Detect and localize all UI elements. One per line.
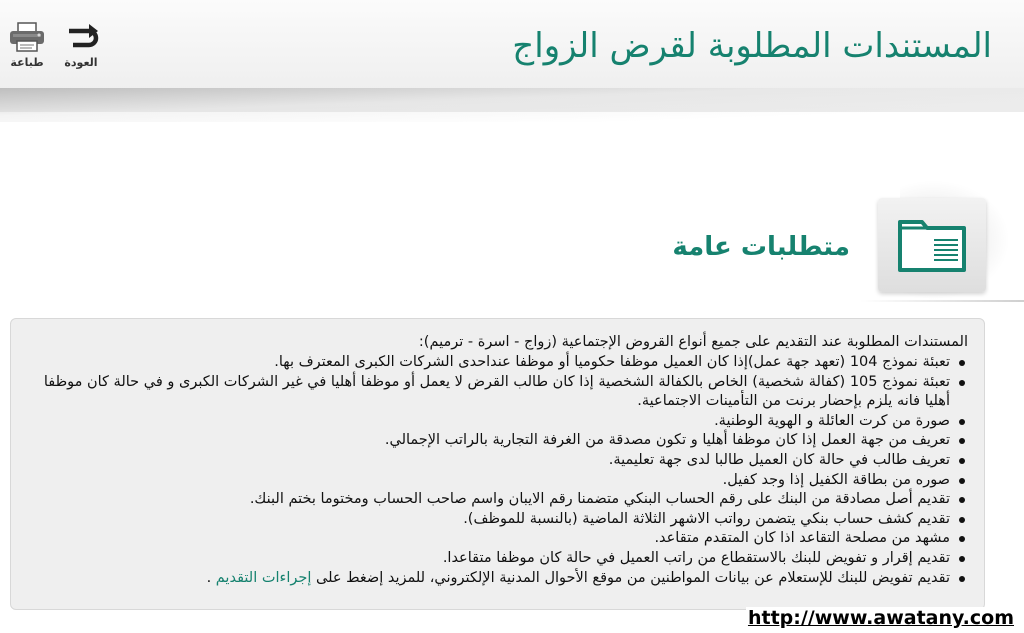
list-item: تقديم كشف حساب بنكي يتضمن رواتب الاشهر الثلاثة الماضية (بالنسبة للموظف). (25, 510, 968, 530)
folder-icon (896, 216, 968, 274)
header-shadow (0, 88, 1024, 122)
list-item: تعبئة نموذج 105 (كفالة شخصية) الخاص بالكفالة الشخصية إذا كان طالب القرض لا يعمل أو موظفا أهليا في غير الشركات الكبرى و في حالة كان موظفا أهليا فانه يلزم بإحضار برنت من التأمينات الاجتماعية. (25, 373, 968, 412)
list-item: تقديم إقرار و تفويض للبنك بالاستقطاع من راتب العميل في حالة كان موظفا متقاعدا. (25, 549, 968, 569)
list-item: تعريف طالب في حالة كان العميل طالبا لدى جهة تعليمية. (25, 451, 968, 471)
requirements-intro: المستندات المطلوبة عند التقديم على جميع أنواع القروض الإجتماعية (زواج - اسرة - ترميم): (418, 334, 968, 350)
page-title: المستندات المطلوبة لقرض الزواج (512, 26, 992, 66)
last-item-end: . (206, 569, 216, 586)
section-icon-box (878, 198, 986, 292)
requirements-list (25, 353, 968, 588)
list-item: تعريف من جهة العمل إذا كان موظفا أهليا و تكون مصدقة من الغرفة التجارية بالراتب الإجمالي. (25, 431, 968, 451)
back-label: العودة (64, 56, 98, 69)
back-arrow-icon (61, 22, 101, 52)
application-procedures-link[interactable]: إجراءات التقديم (215, 569, 312, 586)
requirements-box (10, 318, 985, 610)
list-item: صورة من كرت العائلة و الهوية الوطنية. (25, 412, 968, 432)
printer-icon (8, 22, 46, 52)
list-item: صوره من بطاقة الكفيل إذا وجد كفيل. (25, 471, 968, 491)
list-item: تعبئة نموذج 104 (تعهد جهة عمل)إذا كان العميل موظفا حكوميا أو موظفا عنداحدى الشركات الكبرى المعترف بها. (25, 353, 968, 373)
list-item: تقديم أصل مصادقة من البنك على رقم الحساب البنكي متضمنا رقم الايبان واسم صاحب الحساب ومختوما بختم البنك. (25, 490, 968, 510)
list-item-last (25, 569, 968, 589)
print-label: طباعة (10, 56, 44, 69)
print-button[interactable] (4, 22, 50, 74)
last-item-text: تقديم تفويض للبنك للإستعلام عن بيانات المواطنين من موقع الأحوال المدنية الإلكتروني، للمزيد إضغط على (315, 569, 950, 586)
watermark-url: http://www.awatany.com (747, 607, 1014, 629)
back-button[interactable] (58, 22, 104, 74)
list-item: مشهد من مصلحة التقاعد اذا كان المتقدم متقاعد. (25, 529, 968, 549)
section-title: متطلبات عامة (672, 232, 850, 262)
section-divider (860, 300, 1024, 302)
